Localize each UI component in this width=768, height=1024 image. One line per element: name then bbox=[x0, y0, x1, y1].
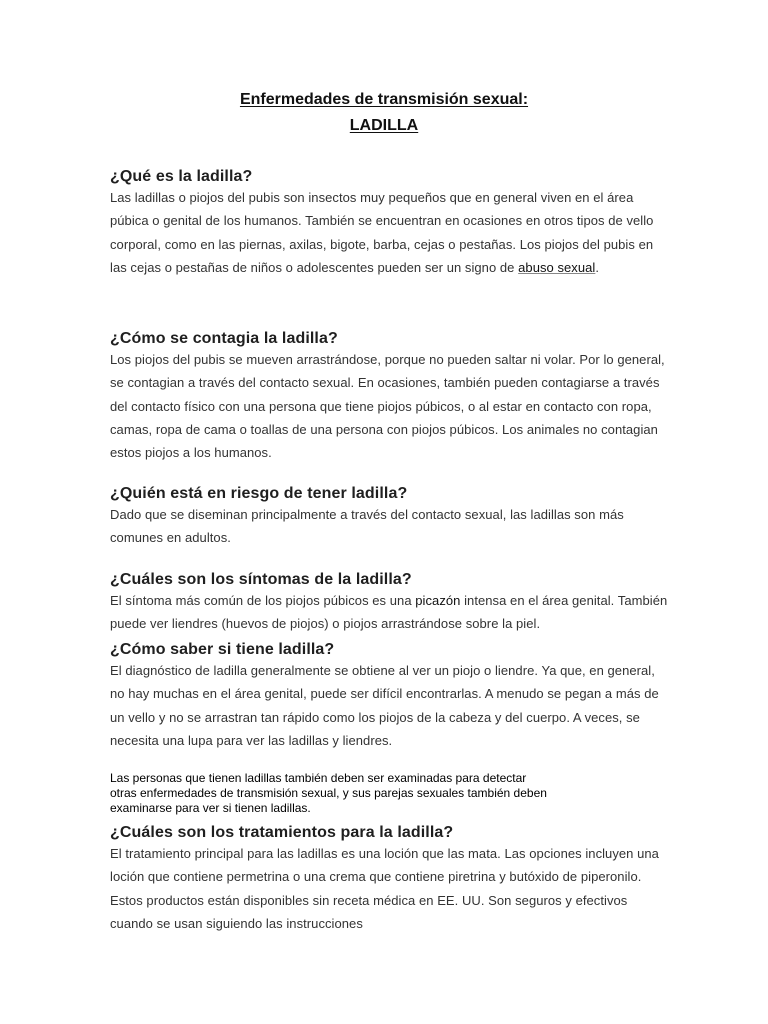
section-que-es bbox=[110, 168, 670, 279]
section-heading: ¿Quién está en riesgo de tener ladilla? bbox=[110, 485, 408, 502]
body-text-end: . bbox=[595, 259, 600, 275]
section-heading: ¿Cuáles son los síntomas de la ladilla? bbox=[110, 571, 412, 588]
body-text: Las ladillas o piojos del pubis son insectos muy pequeños que en general viven en el área púbica o genital de los humanos. También se encuentran en ocasiones en otros tipos de vello corporal, como en las piernas, axilas, bigote, barba, cejas o pestañas. Los piojos del pubis en las cejas o pestañas de niños o adolescentes pueden ser un signo de bbox=[110, 190, 654, 275]
section-body: El diagnóstico de ladilla generalmente se obtiene al ver un piojo o liendre. Ya que, en general, no hay muchas en el área genital, puede ser difícil encontrarlas. A menudo se pegan a más de un vello y no se arrastran tan rápido como los piojos de la cabeza y del cuerpo. A veces, se necesita una lupa para ver las ladillas y liendres. bbox=[110, 663, 659, 748]
section-body: Los piojos del pubis se mueven arrastrándose, porque no pueden saltar ni volar. Por lo general, se contagian a través del contacto sexual. En ocasiones, también pueden contagiarse a través del contacto físico con una persona que tiene piojos púbicos, o al estar en contacto con ropa, camas, ropa de cama o toallas de una persona con piojos púbicos. Los animales no contagian estos piojos a los humanos. bbox=[110, 352, 665, 461]
section-body bbox=[110, 186, 670, 279]
picazon-link[interactable]: picazón bbox=[415, 593, 461, 608]
section-heading: ¿Cuáles son los tratamientos para la ladilla? bbox=[110, 824, 454, 841]
section-heading: ¿Cómo se contagia la ladilla? bbox=[110, 330, 338, 347]
section-body bbox=[110, 589, 670, 636]
section-como-se-contagia bbox=[110, 330, 670, 464]
abuso-sexual-link[interactable]: abuso sexual bbox=[518, 259, 596, 275]
examination-note bbox=[110, 771, 630, 816]
note-line: Las personas que tienen ladillas también deben ser examinadas para detectar bbox=[110, 771, 527, 785]
section-quien-en-riesgo bbox=[110, 485, 670, 550]
body-text: El síntoma más común de los piojos púbicos es una bbox=[110, 593, 416, 608]
section-heading: ¿Cómo saber si tiene ladilla? bbox=[110, 641, 335, 658]
section-sintomas bbox=[110, 571, 670, 636]
document-title: Enfermedades de transmisión sexual: bbox=[239, 91, 529, 108]
section-body: Dado que se diseminan principalmente a través del contacto sexual, las ladillas son más comunes en adultos. bbox=[110, 507, 624, 546]
section-heading: ¿Qué es la ladilla? bbox=[110, 168, 253, 185]
section-tratamientos bbox=[110, 824, 670, 935]
note-line: otras enfermedades de transmisión sexual, y sus parejas sexuales también deben bbox=[110, 786, 547, 800]
body-text-end: intensa en el área genital. También puede ver liendres (huevos de piojos) o piojos arrastrándose sobre la piel. bbox=[110, 593, 668, 632]
note-line: examinarse para ver si tienen ladillas. bbox=[110, 801, 311, 815]
section-como-saber bbox=[110, 641, 670, 752]
section-body: El tratamiento principal para las ladillas es una loción que las mata. Las opciones incluyen una loción que contiene permetrina o una crema que contiene piretrina y butóxido de piperonilo. Estos productos están disponibles sin receta médica en EE. UU. Son seguros y efectivos cuando se usan siguiendo las instrucciones bbox=[110, 846, 659, 931]
document-subtitle: LADILLA bbox=[349, 117, 419, 134]
